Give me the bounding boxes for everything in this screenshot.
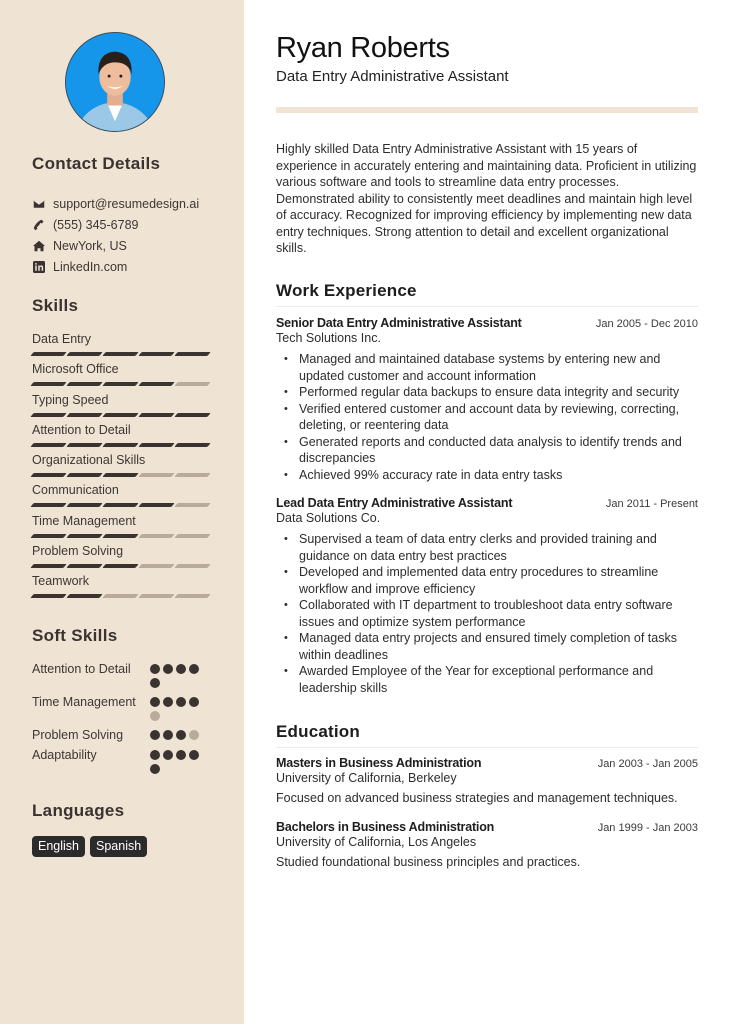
job-title: Lead Data Entry Administrative Assistant: [276, 496, 513, 510]
contact-location: [32, 235, 199, 256]
bullet-item: • Awarded Employee of the Year for exceptional performance and leadership skills: [284, 663, 698, 696]
education-heading: Education: [276, 722, 698, 748]
skill-segment: [174, 534, 210, 538]
bullet-item: • Verified entered customer and account data by reviewing, correcting, deleting, or reentering data: [284, 401, 698, 434]
rating-dot: [150, 678, 160, 688]
skill-segment: [30, 382, 66, 386]
skill-segment: [102, 594, 138, 598]
job-entry: [276, 496, 698, 696]
skill-level-bar: [32, 564, 212, 568]
school-name: University of California, Berkeley: [276, 771, 457, 785]
skill-segment: [138, 503, 174, 507]
skill-segment: [102, 534, 138, 538]
degree-title: Masters in Business Administration: [276, 756, 482, 770]
skill-segment: [102, 473, 138, 477]
contact-list: [32, 193, 199, 277]
skill-level-bar: [32, 413, 212, 417]
skill-segment: [102, 443, 138, 447]
skill-item: [32, 392, 212, 422]
rating-dot: [150, 730, 160, 740]
job-entry: [276, 316, 698, 483]
job-dates: Jan 2005 - Dec 2010: [595, 318, 698, 330]
soft-skill-rating: [150, 747, 202, 774]
education-description: Studied foundational business principles and practices.: [276, 855, 581, 869]
work-experience-heading: Work Experience: [276, 281, 698, 307]
skill-segment: [174, 594, 210, 598]
skill-segment: [30, 352, 66, 356]
skill-label: Attention to Detail: [32, 422, 131, 437]
skill-segment: [102, 382, 138, 386]
rating-dot: [189, 697, 199, 707]
skill-segment: [174, 382, 210, 386]
soft-skill-label: Time Management: [32, 695, 136, 709]
job-bullets: [276, 351, 698, 483]
education-dates: Jan 1999 - Jan 2003: [597, 822, 698, 834]
skill-segment: [66, 534, 102, 538]
bullet-item: • Managed data entry projects and ensured timely completion of tasks within deadlines: [284, 630, 698, 663]
skill-label: Time Management: [32, 513, 136, 528]
job-company: Data Solutions Co.: [276, 511, 381, 525]
rating-dot: [150, 750, 160, 760]
skill-segment: [138, 594, 174, 598]
contact-linkedin-text: LinkedIn.com: [53, 259, 128, 274]
bullet-item: • Supervised a team of data entry clerks and provided training and guidance on data entry best practices: [284, 531, 698, 564]
skill-segment: [30, 594, 66, 598]
rating-dot: [176, 664, 186, 674]
contact-location-text: NewYork, US: [53, 238, 127, 253]
skill-segment: [138, 534, 174, 538]
skill-item: [32, 361, 212, 391]
language-tag: Spanish: [90, 836, 147, 857]
skill-label: Problem Solving: [32, 544, 124, 559]
soft-skills-list: [32, 661, 212, 774]
education-entry: [276, 756, 698, 805]
rating-dot: [163, 664, 173, 674]
contact-email[interactable]: [32, 193, 199, 214]
rating-dot: [176, 750, 186, 760]
skill-segment: [30, 413, 66, 417]
rating-dot: [176, 730, 186, 740]
rating-dot: [189, 664, 199, 674]
skill-label: Typing Speed: [32, 392, 109, 407]
skill-level-bar: [32, 352, 212, 356]
skill-level-bar: [32, 503, 212, 507]
bullet-item: • Performed regular data backups to ensure data integrity and security: [284, 384, 698, 401]
education-entry: [276, 820, 698, 869]
rating-dot: [150, 711, 160, 721]
sidebar: [0, 0, 244, 1024]
skill-segment: [102, 413, 138, 417]
skill-segment: [138, 564, 174, 568]
rating-dot: [150, 664, 160, 674]
profile-photo: [65, 32, 165, 132]
bullet-item: • Managed and maintained database systems by entering new and updated customer and account information: [284, 351, 698, 384]
skill-segment: [174, 352, 210, 356]
avatar-icon: [66, 33, 164, 131]
skill-segment: [174, 564, 210, 568]
skill-item: [32, 452, 212, 482]
rating-dot: [189, 750, 199, 760]
rating-dot: [150, 697, 160, 707]
soft-skill-item: [32, 727, 212, 743]
skill-level-bar: [32, 473, 212, 477]
job-dates: Jan 2011 - Present: [605, 498, 698, 510]
soft-skill-rating: [150, 727, 202, 743]
skill-segment: [66, 473, 102, 477]
skill-label: Teamwork: [32, 574, 89, 589]
skill-segment: [138, 473, 174, 477]
skill-segment: [66, 413, 102, 417]
skill-label: Microsoft Office: [32, 362, 119, 377]
rating-dot: [163, 697, 173, 707]
skill-segment: [102, 564, 138, 568]
soft-skills-heading: Soft Skills: [32, 626, 118, 645]
soft-skill-rating: [150, 694, 202, 721]
rating-dot: [176, 697, 186, 707]
school-name: University of California, Los Angeles: [276, 835, 477, 849]
skill-item: [32, 543, 212, 573]
rating-dot: [163, 750, 173, 760]
skill-item: [32, 331, 212, 361]
soft-skill-label: Adaptability: [32, 748, 97, 762]
skill-item: [32, 513, 212, 543]
skill-segment: [138, 352, 174, 356]
skill-segment: [174, 413, 210, 417]
skill-segment: [66, 594, 102, 598]
skill-segment: [138, 443, 174, 447]
contact-email-text: support@resumedesign.ai: [53, 196, 200, 211]
bullet-item: • Developed and implemented data entry procedures to streamline workflow and improve efficiency: [284, 564, 698, 597]
bullet-item: • Achieved 99% accuracy rate in data entry tasks: [284, 467, 698, 484]
candidate-name: Ryan Roberts: [276, 32, 450, 64]
skill-item: [32, 482, 212, 512]
skill-segment: [174, 503, 210, 507]
languages-heading: Languages: [32, 801, 125, 820]
rating-dot: [189, 730, 199, 740]
skill-segment: [102, 352, 138, 356]
degree-title: Bachelors in Business Administration: [276, 820, 495, 834]
linkedin-icon: [32, 260, 45, 273]
education-description: Focused on advanced business strategies and management techniques.: [276, 791, 678, 805]
skill-segment: [66, 443, 102, 447]
skill-label: Data Entry: [32, 332, 92, 346]
home-icon: [32, 239, 45, 252]
skill-label: Communication: [32, 483, 119, 498]
rating-dot: [163, 730, 173, 740]
skill-segment: [30, 564, 66, 568]
skill-segment: [30, 503, 66, 507]
soft-skill-item: [32, 661, 212, 688]
job-company: Tech Solutions Inc.: [276, 331, 381, 345]
job-title: Senior Data Entry Administrative Assistant: [276, 316, 522, 330]
education-dates: Jan 2003 - Jan 2005: [597, 758, 698, 770]
skill-item: [32, 422, 212, 452]
language-tag: English: [32, 836, 85, 857]
skill-segment: [66, 352, 102, 356]
job-bullets: [276, 531, 698, 696]
soft-skill-item: [32, 747, 212, 774]
skill-label: Organizational Skills: [32, 453, 146, 468]
contact-phone-text: (555) 345-6789: [53, 217, 139, 232]
soft-skill-label: Problem Solving: [32, 728, 124, 742]
skill-segment: [138, 413, 174, 417]
skill-level-bar: [32, 443, 212, 447]
skill-item: [32, 573, 212, 603]
summary-text: Highly skilled Data Entry Administrative Assistant with 15 years of experience in accurately entering and maintaining data. Proficient in utilizing various software and tools to streamline data entry processes. Demonstrated ability to consistently meet deadlines and maintain high level of accuracy. Recognized for improving efficiency by implementing new data entry techniques. Strong attention to detail and excellent organizational skills.: [276, 142, 697, 255]
envelope-icon: [32, 197, 45, 210]
phone-icon: [32, 218, 45, 231]
skill-segment: [30, 443, 66, 447]
bullet-item: • Collaborated with IT department to troubleshoot data entry software issues and optimize system performance: [284, 597, 698, 630]
skill-segment: [138, 382, 174, 386]
skill-segment: [66, 564, 102, 568]
skill-segment: [66, 503, 102, 507]
languages-list: [32, 836, 147, 857]
skills-heading: Skills: [32, 296, 79, 315]
skills-list: [32, 331, 212, 604]
skill-level-bar: [32, 534, 212, 538]
soft-skill-label: Attention to Detail: [32, 662, 131, 676]
skill-segment: [102, 503, 138, 507]
contact-phone[interactable]: [32, 214, 199, 235]
contact-heading: Contact Details: [32, 154, 161, 173]
bullet-item: • Generated reports and conducted data analysis to identify trends and discrepancies: [284, 434, 698, 467]
skill-level-bar: [32, 594, 212, 598]
soft-skill-item: [32, 694, 212, 721]
skill-segment: [174, 473, 210, 477]
skill-segment: [30, 534, 66, 538]
contact-linkedin[interactable]: [32, 256, 199, 277]
rating-dot: [150, 764, 160, 774]
candidate-title: Data Entry Administrative Assistant: [276, 68, 509, 85]
skill-segment: [174, 443, 210, 447]
skill-segment: [66, 382, 102, 386]
skill-level-bar: [32, 382, 212, 386]
header-divider: [276, 107, 698, 113]
soft-skill-rating: [150, 661, 202, 688]
skill-segment: [30, 473, 66, 477]
